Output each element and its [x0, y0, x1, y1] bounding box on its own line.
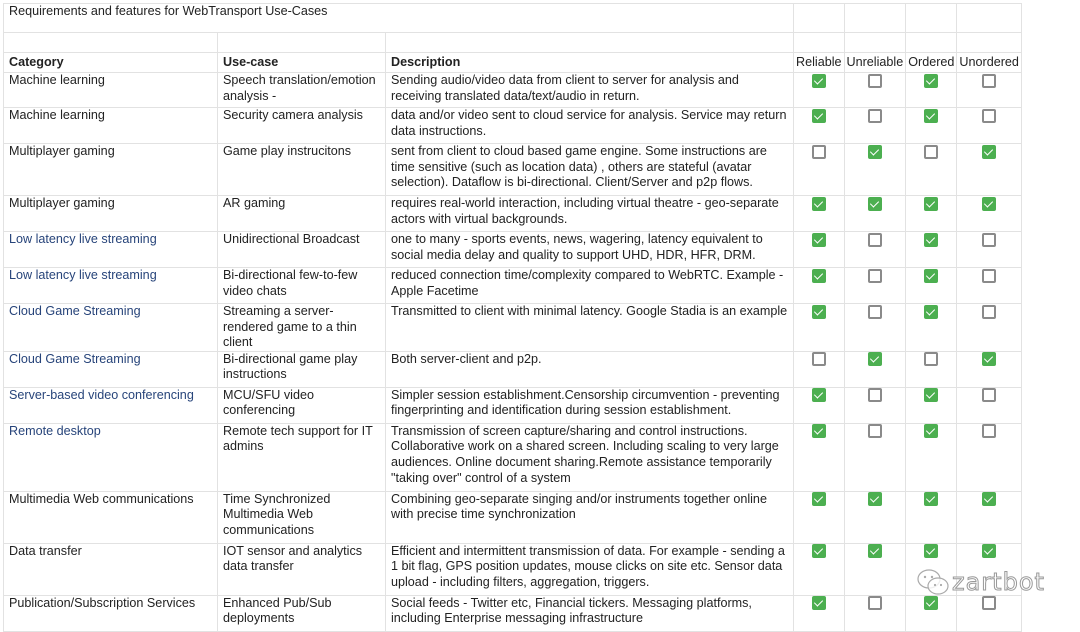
reliable-checkbox-checked[interactable] [812, 544, 826, 558]
table-row [4, 491, 1022, 543]
unordered-checkbox-unchecked[interactable] [982, 388, 996, 402]
unordered-cell[interactable] [957, 595, 1022, 631]
table-row [4, 268, 1022, 304]
watermark-text: zartbot [952, 568, 1045, 596]
unreliable-cell[interactable] [844, 144, 906, 196]
use-case-cell[interactable]: Time Synchronized Multimedia Web communications [218, 491, 386, 543]
unreliable-checkbox-checked[interactable] [868, 197, 882, 211]
unreliable-cell[interactable] [844, 268, 906, 304]
use-case-cell[interactable]: Game play instrucitons [218, 144, 386, 196]
description-cell[interactable]: Simpler session establishment.Censorship circumvention - preventing fingerprinting and identification during session establishment. [386, 387, 794, 423]
empty-cell[interactable] [4, 33, 218, 53]
header-row [4, 53, 1022, 73]
empty-cell[interactable] [844, 33, 906, 53]
ordered-cell[interactable] [906, 196, 957, 232]
reliable-checkbox-checked[interactable] [812, 388, 826, 402]
unreliable-cell[interactable] [844, 491, 906, 543]
unreliable-cell[interactable] [844, 423, 906, 491]
ordered-cell[interactable] [906, 595, 957, 631]
table-row [4, 232, 1022, 268]
empty-cell[interactable] [957, 4, 1022, 33]
description-cell[interactable]: Both server-client and p2p. [386, 351, 794, 387]
description-cell[interactable]: Social feeds - Twitter etc, Financial tickers. Messaging platforms, including Enterprise messaging infrastructure [386, 595, 794, 631]
category-cell[interactable]: Multiplayer gaming [4, 144, 218, 196]
reliable-checkbox-checked[interactable] [812, 269, 826, 283]
unreliable-cell[interactable] [844, 543, 906, 595]
unreliable-checkbox-unchecked[interactable] [868, 269, 882, 283]
unreliable-checkbox-unchecked[interactable] [868, 424, 882, 438]
unordered-checkbox-checked[interactable] [982, 145, 996, 159]
ordered-checkbox-checked[interactable] [924, 305, 938, 319]
table-row [4, 387, 1022, 423]
unreliable-cell[interactable] [844, 595, 906, 631]
empty-cell[interactable] [218, 33, 386, 53]
use-case-cell[interactable]: MCU/SFU video conferencing [218, 387, 386, 423]
ordered-cell[interactable] [906, 543, 957, 595]
table-row [4, 543, 1022, 595]
category-cell[interactable]: Machine learning [4, 73, 218, 108]
reliable-cell[interactable] [794, 196, 845, 232]
unordered-cell[interactable] [957, 423, 1022, 491]
ordered-checkbox-checked[interactable] [924, 596, 938, 610]
unordered-cell[interactable] [957, 304, 1022, 352]
unordered-cell[interactable] [957, 268, 1022, 304]
use-case-cell[interactable]: Streaming a server-rendered game to a thin client [218, 304, 386, 352]
reliable-checkbox-unchecked[interactable] [812, 352, 826, 366]
reliable-cell[interactable] [794, 268, 845, 304]
unreliable-checkbox-unchecked[interactable] [868, 305, 882, 319]
unreliable-checkbox-unchecked[interactable] [868, 74, 882, 88]
description-cell[interactable]: sent from client to cloud based game engine. Some instructions are time sensitive (such as location data) , others are stateful (avatar selection). Dataflow is bi-directional. Client/Server and p2p flows. [386, 144, 794, 196]
reliable-checkbox-unchecked[interactable] [812, 145, 826, 159]
sheet-title: Requirements and features for WebTransport Use-Cases [4, 4, 794, 33]
category-cell[interactable]: Multiplayer gaming [4, 196, 218, 232]
category-cell[interactable]: Data transfer [4, 543, 218, 595]
reliable-cell[interactable] [794, 351, 845, 387]
ordered-checkbox-checked[interactable] [924, 197, 938, 211]
ordered-checkbox-checked[interactable] [924, 269, 938, 283]
empty-cell[interactable] [906, 33, 957, 53]
reliable-cell[interactable] [794, 595, 845, 631]
reliable-cell[interactable] [794, 232, 845, 268]
unreliable-cell[interactable] [844, 73, 906, 108]
title-row [4, 4, 1022, 33]
use-case-cell[interactable]: Remote tech support for IT admins [218, 423, 386, 491]
description-cell[interactable]: Combining geo-separate singing and/or instruments together online with precise time synchronization [386, 491, 794, 543]
unreliable-checkbox-unchecked[interactable] [868, 233, 882, 247]
ordered-checkbox-checked[interactable] [924, 388, 938, 402]
ordered-cell[interactable] [906, 268, 957, 304]
unordered-cell[interactable] [957, 196, 1022, 232]
table-row [4, 351, 1022, 387]
unreliable-checkbox-unchecked[interactable] [868, 596, 882, 610]
use-case-cell[interactable]: AR gaming [218, 196, 386, 232]
use-case-cell[interactable]: Unidirectional Broadcast [218, 232, 386, 268]
unreliable-cell[interactable] [844, 108, 906, 144]
unordered-cell[interactable] [957, 73, 1022, 108]
table-row [4, 196, 1022, 232]
empty-cell[interactable] [906, 4, 957, 33]
unordered-checkbox-unchecked[interactable] [982, 269, 996, 283]
unordered-checkbox-unchecked[interactable] [982, 596, 996, 610]
category-cell[interactable]: Remote desktop [4, 423, 218, 491]
use-case-cell[interactable]: IOT sensor and analytics data transfer [218, 543, 386, 595]
empty-cell[interactable] [794, 4, 845, 33]
reliable-checkbox-checked[interactable] [812, 197, 826, 211]
ordered-checkbox-unchecked[interactable] [924, 145, 938, 159]
table-row [4, 108, 1022, 144]
unordered-checkbox-checked[interactable] [982, 492, 996, 506]
reliable-checkbox-checked[interactable] [812, 74, 826, 88]
description-cell[interactable]: reduced connection time/complexity compared to WebRTC. Example - Apple Facetime [386, 268, 794, 304]
reliable-cell[interactable] [794, 491, 845, 543]
unordered-cell[interactable] [957, 387, 1022, 423]
unreliable-cell[interactable] [844, 304, 906, 352]
empty-cell[interactable] [957, 33, 1022, 53]
reliable-cell[interactable] [794, 387, 845, 423]
category-cell[interactable]: Multimedia Web communications [4, 491, 218, 543]
ordered-cell[interactable] [906, 304, 957, 352]
table-row [4, 144, 1022, 196]
unreliable-checkbox-checked[interactable] [868, 145, 882, 159]
category-cell[interactable]: Cloud Game Streaming [4, 304, 218, 352]
reliable-cell[interactable] [794, 108, 845, 144]
header-description[interactable]: Description [386, 53, 794, 73]
ordered-cell[interactable] [906, 232, 957, 268]
unordered-cell[interactable] [957, 232, 1022, 268]
ordered-cell[interactable] [906, 491, 957, 543]
description-cell[interactable]: Transmission of screen capture/sharing and control instructions. Collaborative work on a shared screen. Including scaling to very large audiences. Online document sharing.Remote assistance temporarily "taking over" control of a system [386, 423, 794, 491]
unreliable-cell[interactable] [844, 196, 906, 232]
table-row [4, 423, 1022, 491]
description-cell[interactable]: Transmitted to client with minimal latency. Google Stadia is an example [386, 304, 794, 352]
ordered-checkbox-checked[interactable] [924, 74, 938, 88]
empty-cell[interactable] [386, 33, 794, 53]
empty-cell[interactable] [844, 4, 906, 33]
reliable-checkbox-checked[interactable] [812, 492, 826, 506]
unordered-checkbox-checked[interactable] [982, 197, 996, 211]
unreliable-checkbox-checked[interactable] [868, 544, 882, 558]
unordered-checkbox-unchecked[interactable] [982, 109, 996, 123]
table-row [4, 595, 1022, 631]
use-case-cell[interactable]: Security camera analysis [218, 108, 386, 144]
description-cell[interactable]: Sending audio/video data from client to server for analysis and receiving translated data/text/audio in return. [386, 73, 794, 108]
unordered-checkbox-unchecked[interactable] [982, 305, 996, 319]
header-use-case[interactable]: Use-case [218, 53, 386, 73]
reliable-cell[interactable] [794, 543, 845, 595]
unreliable-checkbox-checked[interactable] [868, 352, 882, 366]
table-row [4, 73, 1022, 108]
category-cell[interactable]: Low latency live streaming [4, 268, 218, 304]
category-cell[interactable]: Cloud Game Streaming [4, 351, 218, 387]
use-case-cell[interactable]: Speech translation/emotion analysis - [218, 73, 386, 108]
reliable-cell[interactable] [794, 73, 845, 108]
unordered-checkbox-unchecked[interactable] [982, 74, 996, 88]
reliable-checkbox-checked[interactable] [812, 596, 826, 610]
category-cell[interactable]: Machine learning [4, 108, 218, 144]
empty-cell[interactable] [794, 33, 845, 53]
ordered-cell[interactable] [906, 108, 957, 144]
table-row [4, 304, 1022, 352]
description-cell[interactable]: data and/or video sent to cloud service for analysis. Service may return data instructions. [386, 108, 794, 144]
ordered-cell[interactable] [906, 423, 957, 491]
use-case-cell[interactable]: Enhanced Pub/Sub deployments [218, 595, 386, 631]
category-cell[interactable]: Low latency live streaming [4, 232, 218, 268]
unordered-cell[interactable] [957, 144, 1022, 196]
unordered-cell[interactable] [957, 108, 1022, 144]
ordered-cell[interactable] [906, 351, 957, 387]
unreliable-cell[interactable] [844, 387, 906, 423]
unordered-cell[interactable] [957, 543, 1022, 595]
reliable-checkbox-checked[interactable] [812, 424, 826, 438]
header-category[interactable]: Category [4, 53, 218, 73]
reliable-checkbox-checked[interactable] [812, 305, 826, 319]
description-cell[interactable]: requires real-world interaction, including virtual theatre - geo-separate actors with virtual backgrounds. [386, 196, 794, 232]
blank-row [4, 33, 1022, 53]
use-case-cell[interactable]: Bi-directional few-to-few video chats [218, 268, 386, 304]
ordered-cell[interactable] [906, 387, 957, 423]
reliable-cell[interactable] [794, 304, 845, 352]
unreliable-cell[interactable] [844, 351, 906, 387]
unordered-checkbox-unchecked[interactable] [982, 424, 996, 438]
ordered-checkbox-checked[interactable] [924, 544, 938, 558]
spreadsheet-table [3, 3, 1022, 632]
ordered-cell[interactable] [906, 144, 957, 196]
header-unordered[interactable]: Unordered [957, 53, 1022, 73]
reliable-cell[interactable] [794, 423, 845, 491]
ordered-checkbox-checked[interactable] [924, 233, 938, 247]
use-case-cell[interactable]: Bi-directional game play instructions [218, 351, 386, 387]
ordered-checkbox-checked[interactable] [924, 492, 938, 506]
unordered-cell[interactable] [957, 351, 1022, 387]
header-unreliable[interactable]: Unreliable [844, 53, 906, 73]
description-cell[interactable]: Efficient and intermittent transmission of data. For example - sending a 1 bit flag, GPS position updates, mouse clicks on site etc. Sensor data upload - including filters, aggregation, triggers. [386, 543, 794, 595]
unordered-checkbox-checked[interactable] [982, 544, 996, 558]
ordered-checkbox-checked[interactable] [924, 109, 938, 123]
reliable-checkbox-checked[interactable] [812, 233, 826, 247]
reliable-cell[interactable] [794, 144, 845, 196]
reliable-checkbox-checked[interactable] [812, 109, 826, 123]
header-reliable[interactable]: Reliable [794, 53, 845, 73]
unordered-cell[interactable] [957, 491, 1022, 543]
ordered-checkbox-checked[interactable] [924, 424, 938, 438]
description-cell[interactable]: one to many - sports events, news, wagering, latency equivalent to social media delay and quality to support UHD, HDR, HFR, DRM. [386, 232, 794, 268]
category-cell[interactable]: Server-based video conferencing [4, 387, 218, 423]
unordered-checkbox-unchecked[interactable] [982, 233, 996, 247]
unordered-checkbox-checked[interactable] [982, 352, 996, 366]
ordered-cell[interactable] [906, 73, 957, 108]
ordered-checkbox-unchecked[interactable] [924, 352, 938, 366]
header-ordered[interactable]: Ordered [906, 53, 957, 73]
unreliable-checkbox-unchecked[interactable] [868, 388, 882, 402]
unreliable-checkbox-unchecked[interactable] [868, 109, 882, 123]
category-cell[interactable]: Publication/Subscription Services [4, 595, 218, 631]
unreliable-cell[interactable] [844, 232, 906, 268]
unreliable-checkbox-checked[interactable] [868, 492, 882, 506]
